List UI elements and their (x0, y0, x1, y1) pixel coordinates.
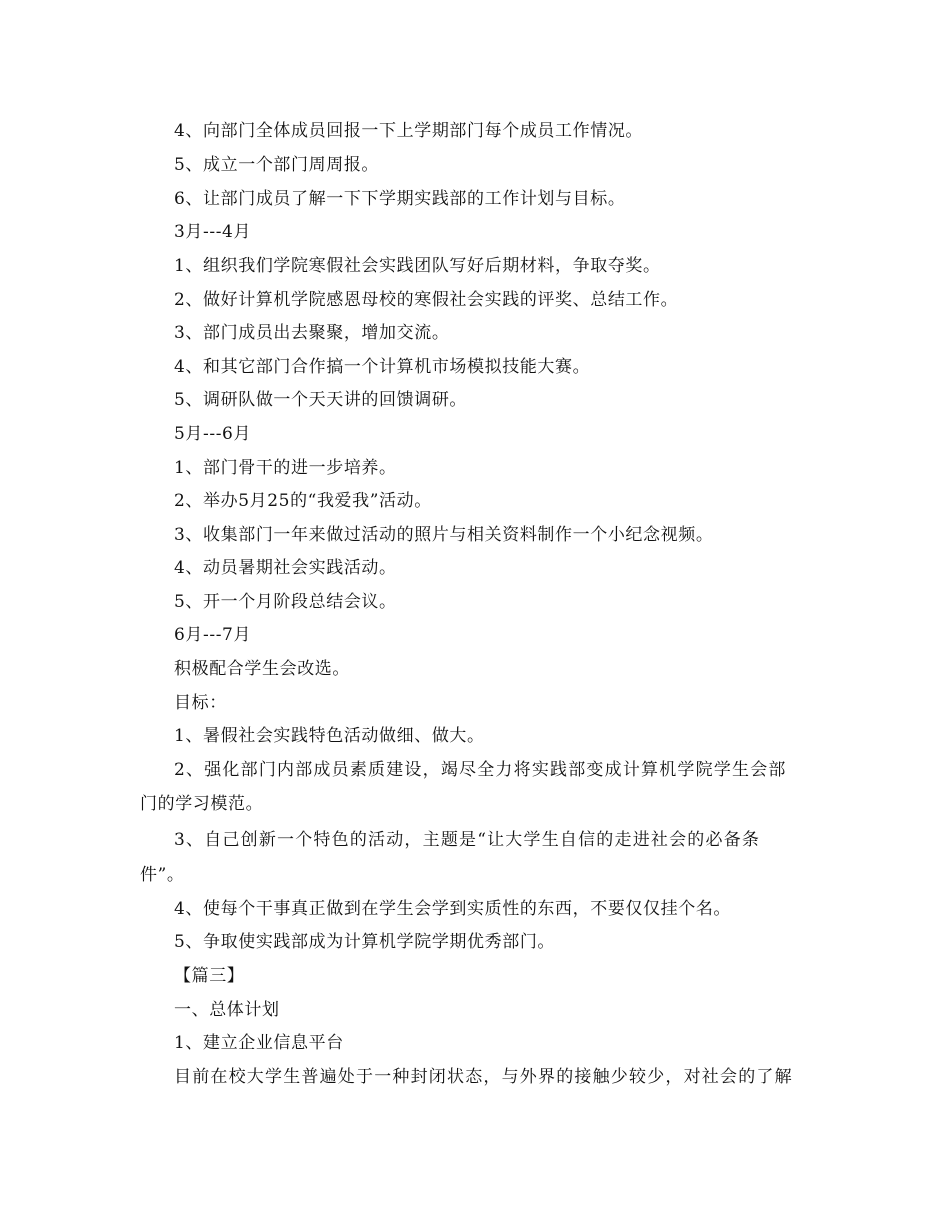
paragraph-line: 1、部门骨干的进一步培养。 (174, 458, 397, 478)
paragraph-line: 4、动员暑期社会实践活动。 (174, 558, 397, 578)
paragraph-line: 2、强化部门内部成员素质建设，竭尽全力将实践部变成计算机学院学生会部 (174, 760, 787, 780)
paragraph-line: 积极配合学生会改选。 (174, 659, 350, 679)
paragraph-line: 5、开一个月阶段总结会议。 (174, 592, 397, 612)
paragraph-line: 4、向部门全体成员回报一下上学期部门每个成员工作情况。 (174, 121, 644, 141)
section-heading-march-april: 3月---4月 (174, 222, 252, 242)
paragraph-line: 5、争取使实践部成为计算机学院学期优秀部门。 (174, 932, 556, 952)
paragraph-line: 4、和其它部门合作搞一个计算机市场模拟技能大赛。 (174, 357, 591, 377)
paragraph-line: 6、让部门成员了解一下下学期实践部的工作计划与目标。 (174, 189, 626, 209)
paragraph-line: 目前在校大学生普遍处于一种封闭状态，与外界的接触少较少，对社会的了解 (174, 1067, 793, 1087)
paragraph-line: 5、成立一个部门周周报。 (174, 155, 380, 175)
paragraph-line: 1、暑假社会实践特色活动做细、做大。 (174, 726, 485, 746)
paragraph-line: 3、自己创新一个特色的活动，主题是“让大学生自信的走进社会的必备条 (174, 830, 761, 850)
section-heading-june-july: 6月---7月 (174, 625, 252, 645)
section-heading-overall-plan: 一、总体计划 (174, 1000, 280, 1020)
section-heading-goals: 目标： (174, 693, 227, 713)
paragraph-line: 2、做好计算机学院感恩母校的寒假社会实践的评奖、总结工作。 (174, 290, 679, 310)
paragraph-line: 1、组织我们学院寒假社会实践团队写好后期材料，争取夺奖。 (174, 256, 661, 276)
paragraph-line-continuation: 件”。 (140, 865, 185, 885)
paragraph-line: 3、部门成员出去聚聚，增加交流。 (174, 323, 450, 343)
paragraph-line: 3、收集部门一年来做过活动的照片与相关资料制作一个小纪念视频。 (174, 525, 714, 545)
paragraph-line: 1、建立企业信息平台 (174, 1033, 344, 1053)
paragraph-line-continuation: 门的学习模范。 (140, 794, 264, 814)
paragraph-line: 5、调研队做一个天天讲的回馈调研。 (174, 390, 468, 410)
section-heading-part-three: 【篇三】 (174, 966, 245, 986)
section-heading-may-june: 5月---6月 (174, 424, 252, 444)
paragraph-line: 2、举办5月25的“我爱我”活动。 (174, 491, 432, 511)
paragraph-line: 4、使每个干事真正做到在学生会学到实质性的东西，不要仅仅挂个名。 (174, 899, 732, 919)
